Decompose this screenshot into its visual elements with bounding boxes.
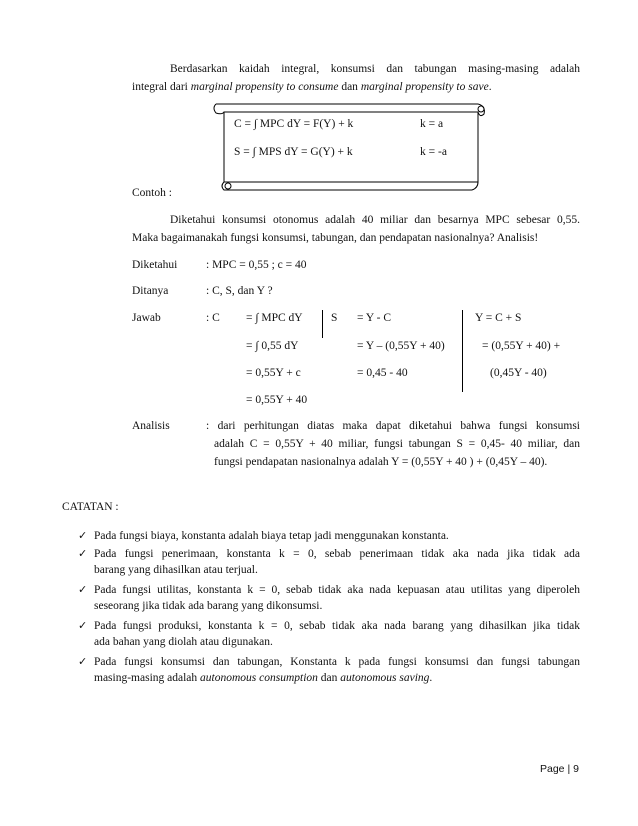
analisis-label: Analisis <box>132 420 170 432</box>
jawab-label: Jawab <box>132 312 161 324</box>
formula-saving-k: k = -a <box>420 146 447 158</box>
catatan-item-line-2: seseorang jika tidak ada barang yang dikonsumsi. <box>94 600 323 612</box>
catatan-item-line-2: barang yang dihasilkan atau terjual. <box>94 564 258 576</box>
catatan-item-line-1: Pada fungsi biaya, konstanta adalah biaya tetap jadi menggunakan konstanta. <box>94 530 449 542</box>
check-icon: ✓ <box>78 619 88 632</box>
catatan-5-mid: dan <box>317 672 341 684</box>
catatan-5-suffix: . <box>429 672 433 684</box>
term-autonomous-consumption: autonomous consumption <box>200 672 318 684</box>
catatan-item-line-1: Pada fungsi produksi, konstanta k = 0, sebab tidak aka nada barang yang dihasilkan jika tidak <box>94 620 580 632</box>
s-step-2: = Y – (0,55Y + 40) <box>357 340 445 352</box>
ditanya-value: : C, S, dan Y ? <box>206 285 273 297</box>
check-icon: ✓ <box>78 547 88 560</box>
catatan-5-prefix: masing-masing adalah <box>94 672 201 684</box>
check-icon: ✓ <box>78 529 88 542</box>
term-autonomous-saving: autonomous saving <box>340 672 430 684</box>
formula-consumption: C = ∫ MPC dY = F(Y) + k <box>234 118 354 130</box>
catatan-item <box>78 583 580 615</box>
analisis-line-1: : dari perhitungan diatas maka dapat diketahui bahwa fungsi konsumsi <box>206 420 580 432</box>
page-number: Page | 9 <box>540 763 579 775</box>
ditanya-label: Ditanya <box>132 285 169 297</box>
catatan-item-line-1: Pada fungsi penerimaan, konstanta k = 0, sebab penerimaan tidak aka nada jika tidak ada <box>94 548 580 560</box>
diketahui-label: Diketahui <box>132 259 178 271</box>
check-icon: ✓ <box>78 655 88 668</box>
intro-suffix: . <box>488 81 492 93</box>
diketahui-value: : MPC = 0,55 ; c = 40 <box>206 259 307 271</box>
catatan-item <box>78 655 580 687</box>
c-step-3: = 0,55Y + c <box>246 367 301 379</box>
intro-term-mps: marginal propensity to save <box>360 81 489 93</box>
contoh-para-line-2: Maka bagaimanakah fungsi konsumsi, tabungan, dan pendapatan nasionalnya? Analisis! <box>132 232 539 244</box>
contoh-para-line-1: Diketahui konsumsi otonomus adalah 40 miliar dan besarnya MPC sebesar 0,55. <box>170 214 580 226</box>
check-icon: ✓ <box>78 583 88 596</box>
formula-consumption-k: k = a <box>420 118 444 130</box>
analisis-line-2: adalah C = 0,55Y + 40 miliar, fungsi tabungan S = 0,45- 40 miliar, dan <box>214 438 580 450</box>
intro-prefix: integral dari <box>132 81 191 93</box>
y-step-3: (0,45Y - 40) <box>490 367 547 379</box>
catatan-item-line-2 <box>94 671 580 687</box>
jawab-c-label: : C <box>206 312 220 324</box>
s-step-1: = Y - C <box>357 312 392 324</box>
intro-mid: dan <box>338 81 361 93</box>
y-step-1: Y = C + S <box>475 312 522 324</box>
formula-saving: S = ∫ MPS dY = G(Y) + k <box>234 146 353 158</box>
catatan-item <box>78 529 580 545</box>
intro-line-1: Berdasarkan kaidah integral, konsumsi dan tabungan masing-masing adalah <box>170 63 580 75</box>
catatan-item-line-1: Pada fungsi konsumsi dan tabungan, Konstanta k pada fungsi konsumsi dan fungsi tabungan <box>94 656 580 668</box>
catatan-item-line-1: Pada fungsi utilitas, konstanta k = 0, sebab tidak aka nada kepuasan atau utilitas yang diperoleh <box>94 584 580 596</box>
s-label: S <box>331 312 338 324</box>
analisis-line-3: fungsi pendapatan nasionalnya adalah Y = (0,55Y + 40 ) + (0,45Y – 40). <box>214 456 548 468</box>
c-step-4: = 0,55Y + 40 <box>246 394 308 406</box>
c-step-1: = ∫ MPC dY <box>246 312 303 324</box>
divider-c-s <box>322 310 323 338</box>
divider-s-y <box>462 310 463 392</box>
intro-term-mpc: marginal propensity to consume <box>190 81 339 93</box>
c-step-2: = ∫ 0,55 dY <box>246 340 299 352</box>
catatan-item <box>78 547 580 579</box>
catatan-item-line-2: ada bahan yang diolah atau digunakan. <box>94 636 273 648</box>
catatan-item <box>78 619 580 651</box>
contoh-heading: Contoh : <box>132 187 172 199</box>
s-step-3: = 0,45 - 40 <box>357 367 408 379</box>
y-step-2: = (0,55Y + 40) + <box>482 340 561 352</box>
catatan-heading: CATATAN : <box>62 501 119 513</box>
